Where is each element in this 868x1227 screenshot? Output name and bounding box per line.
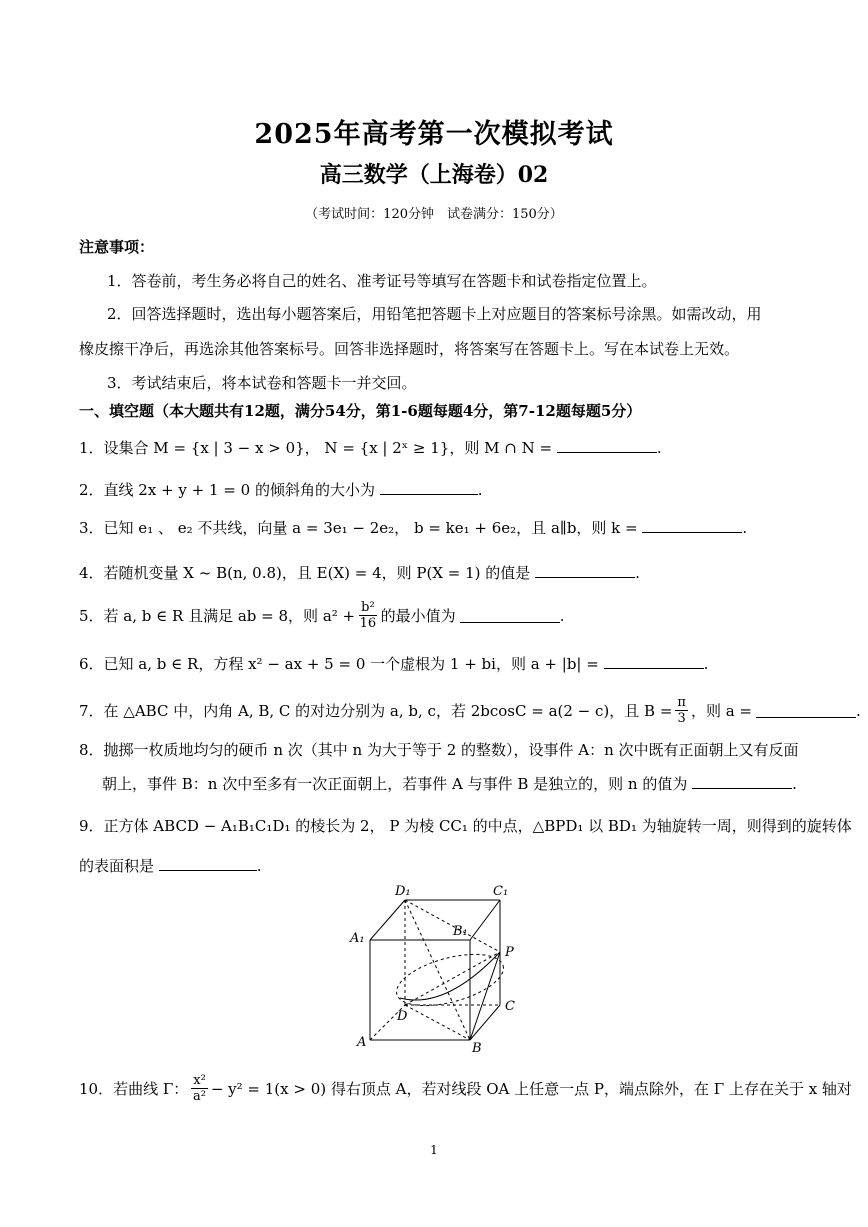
question-5-text-b: 的最小值为 bbox=[380, 606, 456, 625]
question-9-line-1: 9．正方体 ABCD − A₁B₁C₁D₁ 的棱长为 2， P 为棱 CC₁ 的中点，△BPD₁ 以 BD₁ 为轴旋转一周，则得到的旋转体 bbox=[79, 817, 852, 835]
question-6-text: 6．已知 a, b ∈ R，方程 x² − ax + 5 = 0 一个虚根为 1 + bi，则 a + |b| = bbox=[79, 655, 599, 673]
question-2: 2．直线 2x + y + 1 = 0 的倾斜角的大小为 . bbox=[79, 481, 483, 499]
edge-b-c bbox=[470, 1005, 500, 1040]
edge-a1-d1 bbox=[370, 900, 405, 940]
exam-time-note: （考试时间：120分钟 试卷满分：150分） bbox=[305, 207, 563, 222]
answer-blank-3 bbox=[642, 518, 742, 533]
label-c: C bbox=[505, 999, 515, 1014]
answer-blank-4 bbox=[535, 563, 635, 578]
question-6: 6．已知 a, b ∈ R，方程 x² − ax + 5 = 0 一个虚根为 1 + bi，则 a + |b| = . bbox=[79, 655, 709, 673]
question-7: 7．在 △ABC 中，内角 A, B, C 的对边分别为 a, b, c，若 2bcosC = a(2 − c)，且 B = $\frac{\pi}{3}$ ，则 a = . bbox=[79, 695, 861, 726]
question-1-text: 1．设集合 M = {x | 3 − x > 0}， N = {x | 2ˣ ≥ 1}，则 M ∩ N = bbox=[79, 439, 553, 457]
fraction-x2-over-a2: x² a² bbox=[193, 1073, 207, 1104]
question-7-text-a: 7．在 △ABC 中，内角 A, B, C 的对边分别为 a, b, c，若 2bcosC = a(2 − c)，且 B = bbox=[79, 701, 673, 720]
segment-p-b bbox=[470, 952, 500, 1040]
question-2-text: 2．直线 2x + y + 1 = 0 的倾斜角的大小为 bbox=[79, 481, 375, 499]
label-d1: D₁ bbox=[395, 884, 411, 899]
question-3: 3．已知 e₁ 、 e₂ 不共线，向量 a = 3e₁ − 2e₂， b = ke₁ + 6e₂，且 a∥b，则 k = . bbox=[79, 519, 748, 537]
question-8-line-2: 朝上，事件 B：n 次中至多有一次正面朝上，若事件 A 与事件 B 是独立的，则 n 的值为 . bbox=[102, 775, 797, 793]
answer-blank-6 bbox=[604, 654, 704, 669]
question-10-text-a: 10．若曲线 Γ： bbox=[79, 1079, 189, 1098]
notice-item-3: 3．考试结束后，将本试卷和答题卡一并交回。 bbox=[107, 374, 417, 392]
question-10 bbox=[79, 1073, 852, 1104]
answer-blank-5 bbox=[460, 608, 560, 623]
answer-blank-1 bbox=[557, 438, 657, 453]
page-subtitle: 高三数学（上海卷）02 bbox=[319, 162, 549, 188]
question-8-line-1: 8．抛掷一枚质地均匀的硬币 n 次（其中 n 为大于等于 2 的整数），设事件 A：n 次中既有正面朝上又有反面 bbox=[79, 741, 799, 759]
question-7-text-b: ，则 a = bbox=[690, 701, 753, 720]
answer-blank-9 bbox=[159, 856, 257, 871]
label-a1: A₁ bbox=[350, 931, 365, 946]
section-1-heading: 一、填空题（本大题共有12题，满分54分，第1-6题每题4分，第7-12题每题5分） bbox=[79, 402, 642, 420]
label-b1: B₁ bbox=[453, 924, 468, 939]
question-1: 1．设集合 M = {x | 3 − x > 0}， N = {x | 2ˣ ≥ 1}，则 M ∩ N = . bbox=[79, 439, 662, 457]
question-3-text: 3．已知 e₁ 、 e₂ 不共线，向量 a = 3e₁ − 2e₂， b = ke₁ + 6e₂，且 a∥b，则 k = bbox=[79, 519, 638, 537]
segment-d1-b bbox=[405, 900, 470, 1040]
label-b: B bbox=[472, 1041, 482, 1055]
rotation-arc bbox=[400, 952, 500, 1000]
notice-item-2-line-2: 橡皮擦干净后，再选涂其他答案标号。回答非选择题时，将答案写在答题卡上。写在本试卷上无效。 bbox=[79, 340, 740, 358]
page-number: 1 bbox=[430, 1143, 438, 1157]
answer-blank-7 bbox=[756, 703, 856, 718]
edge-b1-c1 bbox=[470, 900, 500, 940]
answer-blank-2 bbox=[380, 480, 478, 495]
answer-blank-8 bbox=[692, 774, 792, 789]
question-4-text: 4．若随机变量 X ~ B(n, 0.8)，且 E(X) = 4，则 P(X = 1) 的值是 bbox=[79, 564, 531, 582]
question-9-line-2: 的表面积是 . bbox=[79, 857, 262, 875]
notice-item-2-line-1: 2．回答选择题时，选出每小题答案后，用铅笔把答题卡上对应题目的答案标号涂黑。如需改动，用 bbox=[107, 305, 762, 323]
label-d: D bbox=[397, 1009, 408, 1024]
question-10-text-b: − y² = 1(x > 0) 得右顶点 A，若对线段 OA 上任意一点 P，端点除外，在 Γ 上存在关于 x 轴对 bbox=[210, 1079, 852, 1098]
question-4: 4．若随机变量 X ~ B(n, 0.8)，且 E(X) = 4，则 P(X = 1) 的值是 . bbox=[79, 564, 640, 582]
cube-figure bbox=[345, 880, 525, 1055]
segment-d-b bbox=[405, 1005, 470, 1040]
label-c1: C₁ bbox=[493, 884, 509, 899]
notice-item-1: 1．答卷前，考生务必将自己的姓名、准考证号等填写在答题卡和试卷指定位置上。 bbox=[107, 272, 657, 290]
fraction-b2-over-16: $\frac{\text{b²}}{16}$ bbox=[359, 600, 377, 631]
page-title: 2025年高考第一次模拟考试 bbox=[254, 119, 614, 150]
segment-d-p bbox=[405, 952, 500, 1005]
fraction-pi-over-3: $\frac{\pi}{3}$ bbox=[677, 695, 686, 726]
question-5-text-a: 5．若 a, b ∈ R 且满足 ab = 8，则 a² + bbox=[79, 606, 356, 625]
question-5: 5．若 a, b ∈ R 且满足 ab = 8，则 a² + $\frac{\text{b²}}{16}$ 的最小值为 . bbox=[79, 600, 565, 631]
label-p: P bbox=[505, 945, 514, 960]
label-a: A bbox=[357, 1035, 367, 1050]
notice-heading: 注意事项： bbox=[79, 238, 155, 256]
